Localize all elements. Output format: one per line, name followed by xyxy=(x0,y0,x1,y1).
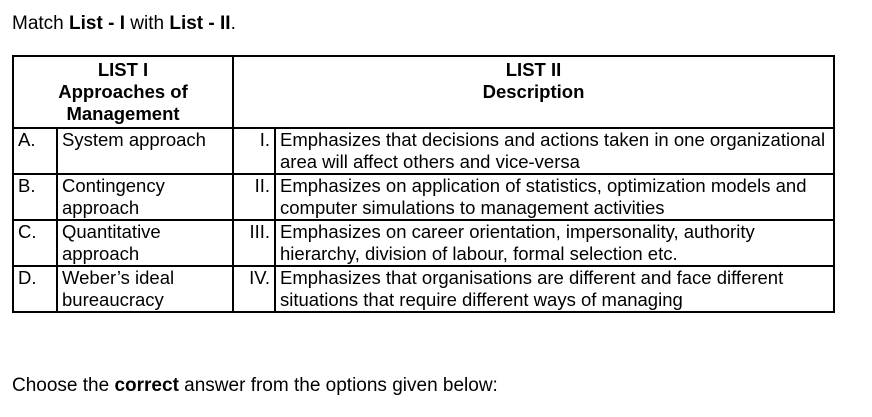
row-approach: Contingency approach xyxy=(57,174,233,220)
question-middle: with xyxy=(124,13,170,34)
question-suffix: . xyxy=(230,13,236,34)
list-one-subtitle-line-1: Approaches of xyxy=(58,81,188,102)
row-description: Emphasizes on career orientation, impersonality, authority hierarchy, division of labour, formal selection etc. xyxy=(275,220,834,266)
answer-emphasis: correct xyxy=(114,375,179,396)
list-two-subtitle: Description xyxy=(482,81,585,102)
question-text xyxy=(12,13,236,35)
row-numeral: IV. xyxy=(233,266,275,312)
table-row xyxy=(13,128,834,174)
question-prefix: Match xyxy=(12,13,70,34)
match-table xyxy=(12,55,835,313)
row-numeral: I. xyxy=(233,128,275,174)
list-one-header xyxy=(13,56,233,128)
row-description: Emphasizes that decisions and actions taken in one organizational area will affect others and vice-versa xyxy=(275,128,834,174)
row-numeral: III. xyxy=(233,220,275,266)
table-row xyxy=(13,220,834,266)
table-row xyxy=(13,266,834,312)
row-description: Emphasizes on application of statistics, optimization models and computer simulations to management activities xyxy=(275,174,834,220)
row-description: Emphasizes that organisations are different and face different situations that require different ways of managing xyxy=(275,266,834,312)
list-two-title: LIST II xyxy=(505,59,562,80)
row-approach: Quantitative approach xyxy=(57,220,233,266)
row-approach: Weber’s ideal bureaucracy xyxy=(57,266,233,312)
row-letter: D. xyxy=(13,266,57,312)
answer-prefix: Choose the xyxy=(12,375,115,396)
list-one-title: LIST I xyxy=(97,59,149,80)
table-row xyxy=(13,174,834,220)
answer-suffix: answer from the options given below: xyxy=(178,375,498,396)
row-approach: System approach xyxy=(57,128,233,174)
list-two-header xyxy=(233,56,834,128)
list-one-label: List - I xyxy=(69,13,125,34)
row-numeral: II. xyxy=(233,174,275,220)
list-one-subtitle-line-2: Management xyxy=(66,103,180,124)
table-header-row xyxy=(13,56,834,128)
list-two-label: List - II xyxy=(169,13,231,34)
row-letter: B. xyxy=(13,174,57,220)
row-letter: C. xyxy=(13,220,57,266)
row-letter: A. xyxy=(13,128,57,174)
answer-instruction xyxy=(12,375,498,397)
